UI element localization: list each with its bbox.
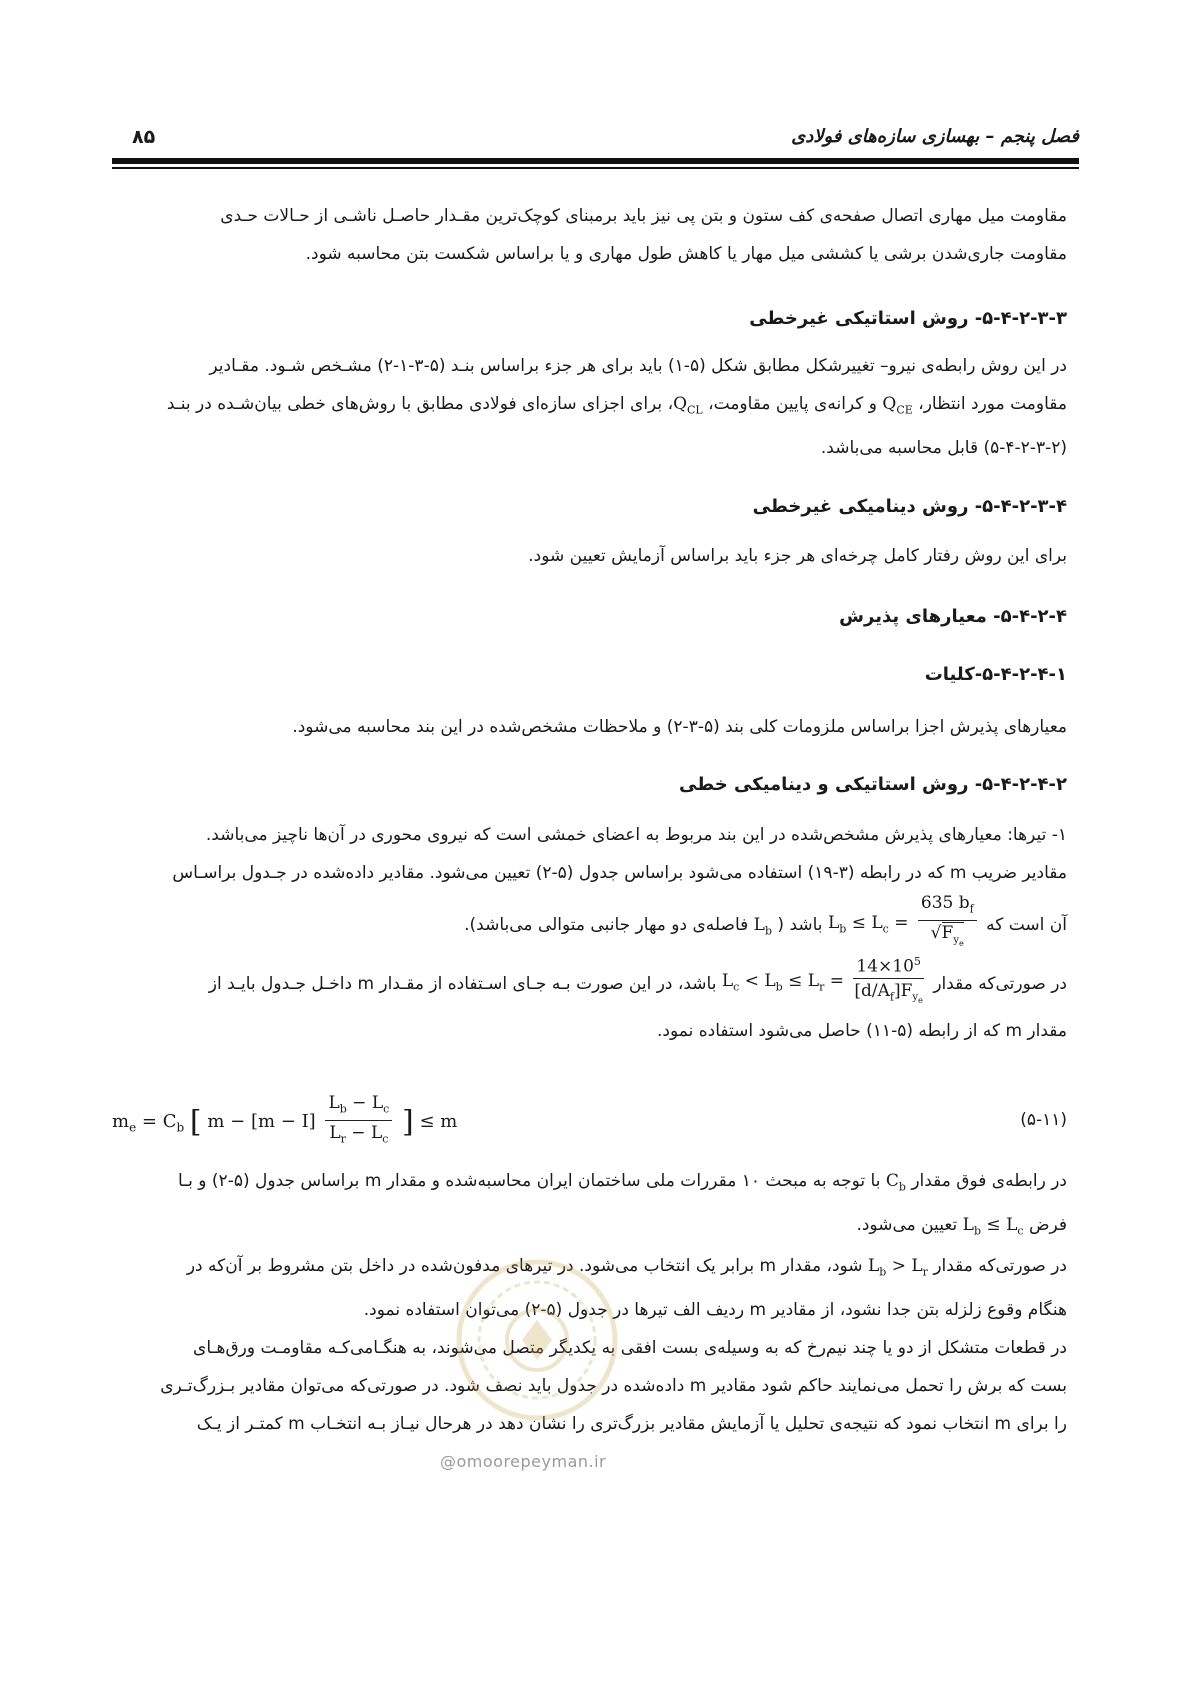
page-number: ۸۵ bbox=[132, 126, 156, 148]
section-heading: ۵-۴-۲-۴-۱-کلیات bbox=[924, 664, 1067, 685]
text-line: در صورتی‌که مقدار $L_b > L_r$ شود، مقدار m برابر یک انتخاب می‌شود. در تیرهای مدفون‌شده در داخل بتن مشروط بر آن‌که در bbox=[186, 1256, 1067, 1279]
formula-lb-lc: $L_b \le L_c$ = $\frac{635 b_f}{√F_{y_e}}$ bbox=[828, 892, 981, 958]
text-line: هنگام وقوع زلزله بتن جدا نشود، از مقادیر m ردیف الف تیرها در جدول (۵-۲) می‌توان استفاده نمود. bbox=[363, 1300, 1067, 1321]
text-line: مقدار m که از رابطه (۵-۱۱) حاصل می‌شود استفاده نمود. bbox=[657, 1021, 1067, 1041]
text-line: آن است که $L_b \le L_c$ = $\frac{635 b_f}{√F_{y_e}}$ باشد ( $L_b$ فاصله‌ی دو مهار جانبی متوالی می‌باشد). bbox=[112, 892, 1067, 950]
paragraph-nonlinear-static bbox=[112, 347, 1067, 467]
header-rule-thick bbox=[112, 158, 1079, 164]
text-line: معیارهای پذیرش اجزا براساس ملزومات کلی بند (۵-۳-۲) و ملاحظات مشخص‌شده در این بند محاسبه می‌شود. bbox=[292, 717, 1067, 737]
paragraph-anchor-resistance bbox=[112, 197, 1067, 273]
text-line: فرض $L_b \le L_c$ تعیین می‌شود. bbox=[856, 1215, 1067, 1238]
text-line: ۱- تیرها: معیارهای پذیرش مشخص‌شده در این بند مربوط به اعضای خمشی است که نیروی محوری در آن‌ها ناچیز می‌باشد. bbox=[205, 825, 1067, 845]
text-line: برای این روش رفتار کامل چرخه‌ای هر جزء باید براساس آزمایش تعیین شود. bbox=[528, 546, 1067, 566]
watermark-url[interactable]: @omoorepeyman.ir bbox=[440, 1452, 607, 1471]
paragraph-beams bbox=[112, 816, 1067, 1050]
text-line: را برای m انتخاب نمود که نتیجه‌ی تحلیل یا آزمایش مقادیر بزرگ‌تری را نشان دهد در هرحال نیـاز بـه انتخـاب m کمتـر از یـک bbox=[196, 1414, 1067, 1434]
symbol-qcl: $Q_{CL}$ bbox=[673, 394, 703, 417]
equation-5-11: $m_e = C_b$ [ m − [m − I] $\frac{L_b - L_c}{L_r - L_c}$ ] ≤ m bbox=[112, 1093, 458, 1146]
watermark-seal-icon bbox=[452, 1255, 622, 1425]
paragraph-cb bbox=[112, 1162, 1067, 1251]
section-heading: ۵-۴-۲-۴- معیارهای پذیرش bbox=[839, 606, 1067, 627]
page-header bbox=[108, 118, 1079, 158]
symbol-qce: $Q_{CE}$ bbox=[882, 394, 913, 417]
section-heading: ۵-۴-۲-۳-۳- روش استاتیکی غیرخطی bbox=[749, 308, 1067, 329]
header-rule-thin bbox=[112, 167, 1079, 169]
text-line: بست که برش را تحمل می‌نمایند حاکم شود مقادیر m داده‌شده در جدول باید نصف شود. در صورتی‌که می‌توان مقادیر بـزرگ‌تـری bbox=[160, 1376, 1067, 1396]
text-line: در این روش رابطه‌ی نیرو– تغییرشکل مطابق شکل (۵-۱) باید برای هر جزء براساس بنـد (۵-۳-۱-۲) مشـخص شـود. مقـادیر bbox=[209, 356, 1067, 376]
text-line: مقاومت جاری‌شدن برشی یا کششی میل مهار یا کاهش طول مهاری و یا براساس شکست بتن محاسبه شود. bbox=[305, 244, 1067, 264]
section-heading: ۵-۴-۲-۴-۲- روش استاتیکی و دینامیکی خطی bbox=[679, 774, 1067, 795]
chapter-title: فصل پنجم – بهسازی سازه‌های فولادی bbox=[791, 126, 1079, 147]
formula-lc-lb-lr: $L_c < L_b \le L_r$ = $\frac{14\times 10^5}{[d/A_f]F_{y_e}}$ bbox=[722, 950, 928, 1018]
equation-number: (۵-۱۱) bbox=[1020, 1110, 1067, 1130]
text-line: مقادیر ضریب m که در رابطه (۳-۱۹) استفاده می‌شود براساس جدول (۵-۲) تعیین می‌شود. مقادیر داده‌شده در جـدول براسـاس bbox=[172, 863, 1067, 883]
section-heading: ۵-۴-۲-۳-۴- روش دینامیکی غیرخطی bbox=[752, 496, 1067, 517]
text-line: مقاومت میل مهاری اتصال صفحه‌ی کف ستون و بتن پی نیز باید برمبنای کوچک‌ترین مقـدار حاصـل ناشـی از حـالات حـدی bbox=[220, 206, 1067, 226]
text-line: (۵-۴-۲-۳-۲) قابل محاسبه می‌باشد. bbox=[820, 438, 1067, 459]
paragraph-general bbox=[112, 708, 1067, 746]
text-line: مقاومت مورد انتظار، $Q_{CE}$ و کرانه‌ی پایین مقاومت، $Q_{CL}،$ برای اجزای سازه‌ای فولادی مطابق با روش‌های خطی بیان‌شـده در بنـد bbox=[166, 394, 1067, 417]
text-line: در رابطه‌ی فوق مقدار $C_b$ با توجه به مبحث ۱۰ مقررات ملی ساختمان ایران محاسبه‌شده و مقدار m براساس جدول (۵-۲) و بـا bbox=[178, 1171, 1067, 1194]
paragraph-nonlinear-dynamic bbox=[112, 537, 1067, 575]
text-line: در صورتی‌که مقدار $L_c < L_b \le L_r$ = $\frac{14\times 10^5}{[d/A_f]F_{y_e}}$ باشد، در این صورت بـه جـای اسـتفاده از مقـدار m داخـل جـدول بایـد از bbox=[112, 950, 1067, 1012]
text-line: در قطعات متشکل از دو یا چند نیم‌رخ که به وسیله‌ی بست افقی به یکدیگر متصل می‌شوند، به هنگـامی‌کـه مقاومـت ورق‌هـای bbox=[193, 1338, 1067, 1358]
